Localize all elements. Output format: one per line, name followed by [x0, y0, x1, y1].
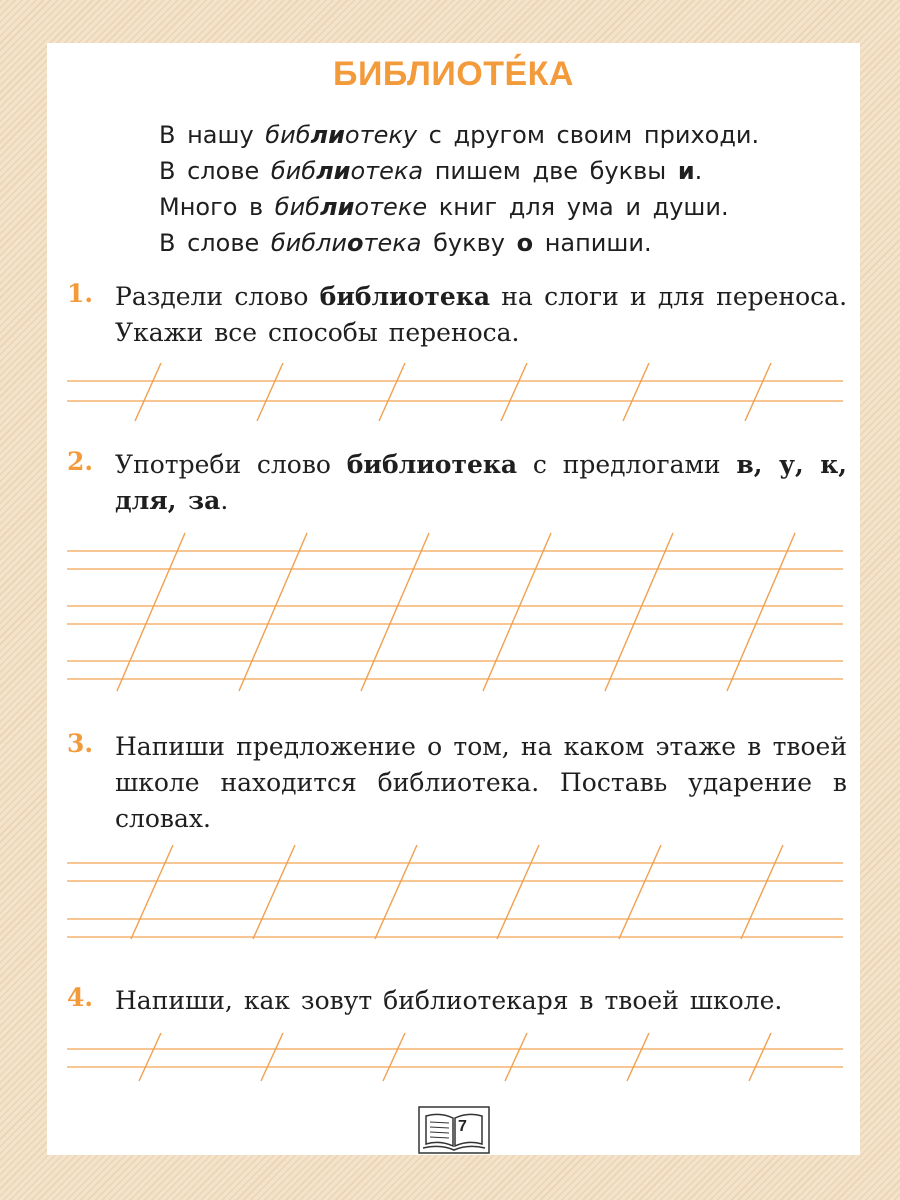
poem-letter: о	[516, 229, 534, 257]
poem-text: пишем две буквы	[423, 157, 678, 185]
poem-letter: и	[677, 157, 695, 185]
poem-word: отека	[350, 157, 424, 185]
task-text	[115, 279, 847, 351]
task-4	[67, 983, 847, 1019]
writing-lines-4[interactable]	[67, 1033, 843, 1083]
poem-line	[159, 153, 759, 189]
poem-line	[159, 189, 759, 225]
page-title: БИБЛИОТЕ́КА	[333, 55, 574, 93]
poem-text: .	[694, 157, 703, 185]
task-text: Напиши предложение о том, на каком этаже в твоей школе находится библиотека. Поставь ударение в словах.	[115, 732, 847, 833]
writing-lines-graphic	[67, 845, 843, 941]
poem-text: букву	[421, 229, 517, 257]
writing-lines-3[interactable]	[67, 845, 843, 941]
poem-text: В слове	[159, 157, 271, 185]
task-keyword: в, у, к, для, за	[115, 450, 848, 515]
poem-highlight: ли	[319, 193, 355, 221]
poem-highlight: о	[347, 229, 364, 257]
task-keyword: библиотека	[346, 450, 518, 479]
task-number: 4.	[67, 983, 94, 1012]
poem-word: отеку	[344, 121, 418, 149]
task-text: Напиши, как зовут библиотекаря в твоей школе.	[115, 986, 783, 1015]
task-text-part: на слоги и для переноса. Укажи все способы переноса.	[115, 282, 848, 347]
poem-highlight: ли	[310, 121, 345, 149]
task-keyword: библиотека	[319, 282, 491, 311]
page-number: 7	[458, 1118, 467, 1135]
poem-word: биб	[270, 157, 317, 185]
task-text-part: с предлогами	[517, 450, 737, 479]
writing-lines-graphic	[67, 1033, 843, 1083]
poem-text: В нашу	[159, 121, 266, 149]
task-number: 1.	[67, 279, 94, 308]
page-number-badge	[418, 1106, 490, 1154]
task-number: 2.	[67, 447, 94, 476]
poem-word: отеке	[354, 193, 428, 221]
poem-line	[159, 117, 759, 153]
task-1	[67, 279, 847, 351]
writing-lines-graphic	[67, 363, 843, 423]
poem-text: книг для ума и души.	[427, 193, 729, 221]
workbook-page	[47, 43, 860, 1155]
poem-text: В слове	[159, 229, 271, 257]
open-book-icon	[418, 1106, 490, 1154]
poem-text: с другом своим приходи.	[417, 121, 760, 149]
task-text-part: .	[220, 486, 229, 515]
task-text-part: Раздели слово	[115, 282, 320, 311]
poem-word: биб	[274, 193, 320, 221]
task-2	[67, 447, 847, 519]
writing-lines-graphic	[67, 531, 843, 693]
writing-lines-1[interactable]	[67, 363, 843, 423]
poem-line	[159, 225, 759, 261]
task-number: 3.	[67, 729, 94, 758]
task-text-part: Употреби слово	[115, 450, 347, 479]
poem	[159, 117, 759, 261]
poem-word: биб	[265, 121, 311, 149]
poem-text: Много в	[159, 193, 275, 221]
poem-word: библи	[270, 229, 347, 257]
task-text	[115, 447, 847, 519]
poem-word: тека	[363, 229, 422, 257]
poem-text: напиши.	[533, 229, 652, 257]
task-3	[67, 729, 847, 837]
poem-highlight: ли	[316, 157, 351, 185]
writing-lines-2[interactable]	[67, 531, 843, 693]
